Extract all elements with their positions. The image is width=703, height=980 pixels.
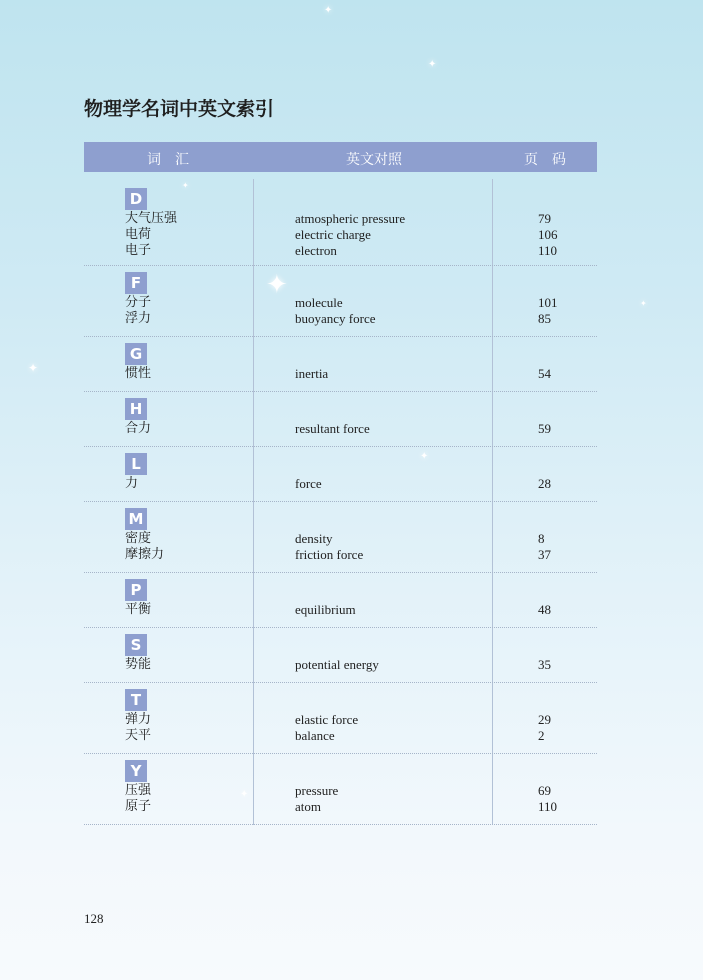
- sparkle-decoration: ✦: [28, 361, 39, 375]
- page-ref: 29: [538, 712, 551, 727]
- group-letter-badge: S: [125, 634, 147, 656]
- table-body: [84, 179, 597, 825]
- index-group-y: [84, 754, 597, 825]
- index-entry: [84, 211, 597, 227]
- index-group-d: [84, 179, 597, 266]
- page-ref: 69: [538, 783, 551, 798]
- term-english: density: [295, 531, 333, 546]
- sparkle-decoration: ✦: [182, 181, 189, 190]
- term-zh: 电子: [125, 243, 152, 258]
- page-number: 128: [84, 911, 104, 926]
- term-english: inertia: [295, 366, 329, 381]
- sparkle-decoration: ✦: [324, 5, 333, 16]
- page-ref: 79: [538, 211, 551, 226]
- term-english: resultant force: [295, 421, 370, 436]
- term-zh: 压强: [125, 783, 152, 798]
- index-table: [84, 142, 597, 825]
- sparkle-decoration: ✦: [420, 451, 429, 462]
- index-entry: [84, 602, 597, 618]
- page-title: 物理学名词中英文索引: [84, 98, 275, 120]
- sparkle-decoration: ✦: [266, 270, 288, 300]
- index-group-s: [84, 628, 597, 683]
- page-ref: 35: [538, 657, 551, 672]
- term-zh: 密度: [125, 531, 152, 546]
- index-group-g: [84, 337, 597, 392]
- page-ref: 8: [538, 531, 545, 546]
- page-ref: 54: [538, 366, 551, 381]
- term-english: atmospheric pressure: [295, 211, 406, 226]
- group-letter-badge: H: [125, 398, 147, 420]
- page-ref: 110: [538, 799, 558, 814]
- term-zh: 惯性: [125, 366, 152, 381]
- index-entry: [84, 712, 597, 728]
- term-english: friction force: [295, 547, 364, 562]
- index-entry: [84, 311, 597, 327]
- index-group-m: [84, 502, 597, 573]
- term-zh: 力: [125, 476, 139, 491]
- term-zh: 原子: [125, 799, 152, 814]
- group-letter-badge: Y: [125, 760, 147, 782]
- term-english: elastic force: [295, 712, 359, 727]
- group-letter-badge: P: [125, 579, 147, 601]
- page-ref: 106: [538, 227, 558, 242]
- term-english: potential energy: [295, 657, 379, 672]
- header-page: 页 码: [524, 152, 566, 168]
- term-zh: 合力: [125, 421, 152, 436]
- term-english: pressure: [295, 783, 339, 798]
- index-entry: [84, 657, 597, 673]
- term-english: equilibrium: [295, 602, 356, 617]
- term-english: molecule: [295, 295, 343, 310]
- term-english: balance: [295, 728, 335, 743]
- term-english: buoyancy force: [295, 311, 376, 326]
- header-term: 词 汇: [147, 152, 189, 168]
- index-group-t: [84, 683, 597, 754]
- term-zh: 电荷: [125, 227, 152, 242]
- index-entry: [84, 476, 597, 492]
- index-entry: [84, 799, 597, 815]
- page-ref: 59: [538, 421, 551, 436]
- term-zh: 天平: [125, 728, 152, 743]
- table-header: [84, 142, 597, 172]
- group-letter-badge: M: [125, 508, 147, 530]
- term-zh: 浮力: [125, 311, 152, 326]
- group-letter-badge: T: [125, 689, 147, 711]
- term-zh: 势能: [125, 657, 152, 672]
- index-entry: [84, 547, 597, 563]
- page-ref: 85: [538, 311, 551, 326]
- term-zh: 分子: [125, 295, 152, 310]
- group-letter-badge: F: [125, 272, 147, 294]
- page-ref: 28: [538, 476, 551, 491]
- header-english: 英文对照: [346, 152, 402, 168]
- index-entry: [84, 366, 597, 382]
- page-ref: 110: [538, 243, 558, 258]
- index-entry: [84, 243, 597, 259]
- term-zh: 平衡: [125, 602, 152, 617]
- index-entry: [84, 531, 597, 547]
- page-ref: 48: [538, 602, 551, 617]
- sparkle-decoration: ✦: [640, 299, 647, 308]
- index-entry: [84, 227, 597, 243]
- index-group-f: [84, 266, 597, 337]
- term-zh: 大气压强: [125, 211, 178, 226]
- group-letter-badge: D: [125, 188, 147, 210]
- page-ref: 101: [538, 295, 558, 310]
- index-group-l: [84, 447, 597, 502]
- index-entry: [84, 728, 597, 744]
- term-english: electric charge: [295, 227, 371, 242]
- page-ref: 2: [538, 728, 545, 743]
- term-english: electron: [295, 243, 337, 258]
- term-zh: 摩擦力: [125, 547, 165, 562]
- group-letter-badge: G: [125, 343, 147, 365]
- index-group-h: [84, 392, 597, 447]
- term-english: force: [295, 476, 322, 491]
- sparkle-decoration: ✦: [240, 789, 249, 800]
- group-letter-badge: L: [125, 453, 147, 475]
- index-entry: [84, 295, 597, 311]
- term-zh: 弹力: [125, 712, 152, 727]
- index-entry: [84, 421, 597, 437]
- page-ref: 37: [538, 547, 551, 562]
- index-group-p: [84, 573, 597, 628]
- term-english: atom: [295, 799, 321, 814]
- sparkle-decoration: ✦: [428, 59, 437, 70]
- index-entry: [84, 783, 597, 799]
